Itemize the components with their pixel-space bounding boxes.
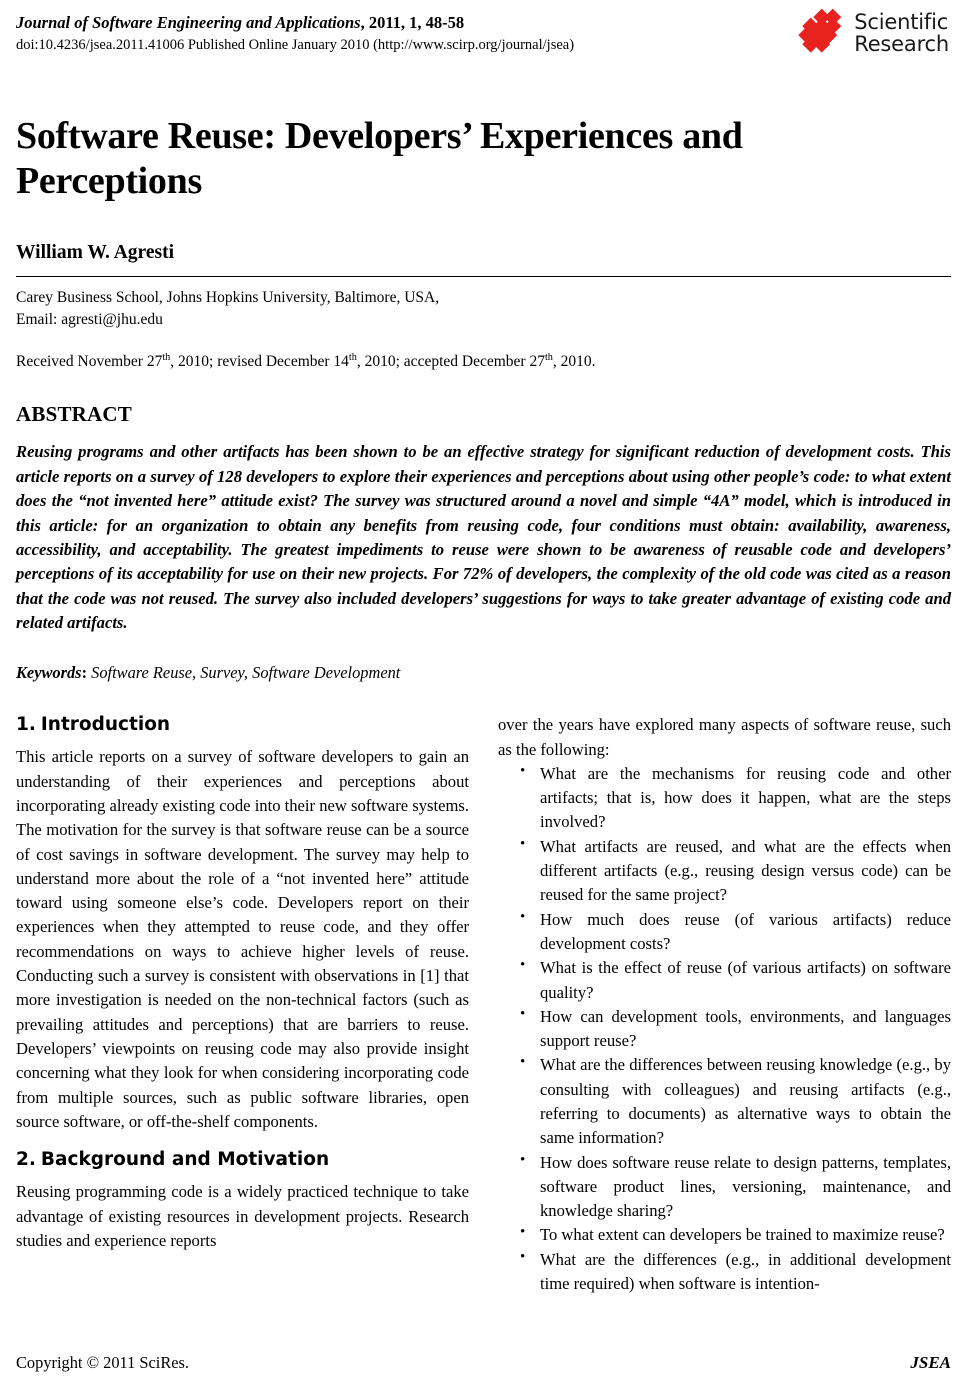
doi-line: doi:10.4236/jsea.2011.41006 Published Online January 2010 (http://www.scirp.org/journal/jsea) <box>16 36 575 53</box>
received-end: , 2010. <box>552 352 596 370</box>
section-1-number: 1. <box>16 714 36 736</box>
list-item: • What are the differences between reusing knowledge (e.g., by consulting with colleagues) and reusing artifacts (e.g., referring to documents) as alternative ways to obtain the same information? <box>498 1053 951 1150</box>
list-item: • How does software reuse relate to design patterns, templates, software product lines, versioning, maintenance, and knowledge sharing? <box>498 1151 951 1224</box>
scientific-research-diamonds-logo-icon <box>801 11 847 55</box>
received-ordinal-1: th <box>162 351 171 363</box>
journal-abbreviation: JSEA <box>910 1353 951 1372</box>
section-2-number: 2. <box>16 1149 36 1171</box>
author-name: William W. Agresti <box>16 241 175 263</box>
list-item: • What are the mechanisms for reusing code and other artifacts; that is, how does it happen, what are the steps involved? <box>498 762 951 835</box>
body-columns <box>16 713 951 1296</box>
keywords-separator: : <box>81 663 92 683</box>
received-prefix: Received November 27 <box>16 352 163 370</box>
right-column <box>498 713 951 1296</box>
section-heading-background <box>16 1148 469 1171</box>
left-column <box>16 713 469 1296</box>
background-paragraph: Reusing programming code is a widely practiced technique to take advantage of existing resources in development projects. Research studies and experience reports <box>16 1182 469 1250</box>
logo-line-1: Scientific <box>854 10 949 34</box>
section-2-title: Background and Motivation <box>40 1149 330 1171</box>
list-item: • To what extent can developers be trained to maximize reuse? <box>498 1223 951 1247</box>
list-item: • What artifacts are reused, and what are the effects when different artifacts (e.g., reusing design versus code) can be reused for the same project? <box>498 835 951 908</box>
copyright-notice: Copyright © 2011 SciRes. <box>16 1353 190 1372</box>
received-dates <box>16 351 951 373</box>
keywords-values: Software Reuse, Survey, Software Development <box>91 663 401 683</box>
publisher-name <box>854 11 949 56</box>
section-1-title: Introduction <box>40 714 171 736</box>
received-ordinal-3: th <box>544 351 553 363</box>
affiliation-block <box>16 287 951 331</box>
journal-citation-line <box>16 12 574 34</box>
list-item: • How much does reuse (of various artifacts) reduce development costs? <box>498 908 951 957</box>
paper-title: Software Reuse: Developers’ Experiences and Perceptions <box>16 115 743 202</box>
list-item: • What is the effect of reuse (of various artifacts) on software quality? <box>498 956 951 1005</box>
keywords-label: Keywords <box>16 663 82 683</box>
keywords-line <box>16 661 951 685</box>
list-item: • How can development tools, environments, and languages support reuse? <box>498 1005 951 1054</box>
publisher-logo <box>801 10 951 56</box>
section-heading-introduction <box>16 713 469 736</box>
affiliation: Carey Business School, Johns Hopkins University, Baltimore, USA, <box>16 288 440 306</box>
list-item: • What are the differences (e.g., in additional development time required) when software is intention- <box>498 1248 951 1297</box>
title-divider <box>16 276 951 277</box>
journal-name: Journal of Software Engineering and Applications <box>16 13 361 32</box>
masthead <box>16 10 951 72</box>
masthead-text <box>16 10 574 55</box>
received-mid-1: , 2010; revised December 14 <box>170 352 349 370</box>
abstract-text: Reusing programs and other artifacts has been shown to be an effective strategy for significant reduction of development costs. This article reports on a survey of 128 developers to explore their experiences and perceptions about using other people’s code: to what extent does the “not invented here” attitude exist? The survey was structured around a novel and simple “4A” model, which is introduced in this article: for an organization to obtain any benefits from reusing code, four conditions must obtain: availability, awareness, accessibility, and acceptability. The greatest impediments to reuse were shown to be awareness of reusable code and developers’ perceptions of its acceptability for use on their new projects. For 72% of developers, the complexity of the old code was cited as a reason that the code was not reused. The survey also included developers’ suggestions for ways to take greater advantage of existing code and related artifacts. <box>16 442 951 633</box>
abstract-heading: ABSTRACT <box>16 402 132 427</box>
introduction-paragraph: This article reports on a survey of software developers to gain an understanding of their experiences and perceptions about incorporating already existing code into their new software systems. The motivation for the survey is that software reuse can be a source of cost savings in software development. The survey may help to understand more about the role of a “not invented here” attitude toward using someone else’s code. Developers report on their experiences when they attempted to reuse code, and they offer recommendations on ways to achieve higher levels of reuse. Conducting such a survey is consistent with observations in [1] that more investigation is needed on the non-technical factors (such as prevailing attitudes and perceptions) that are barriers to reuse. Developers’ viewpoints on reusing code may also provide insight concerning what they look for when considering incorporating code from multiple sources, such as public software libraries, open source software, or off-the-shelf components. <box>16 747 469 1131</box>
continuation-paragraph: over the years have explored many aspects of software reuse, such as the following: <box>498 715 951 759</box>
author-email: Email: agresti@jhu.edu <box>16 310 163 328</box>
received-mid-2: , 2010; accepted December 27 <box>356 352 545 370</box>
received-ordinal-2: th <box>348 351 357 363</box>
journal-issue-info: , 2011, 1, 48-58 <box>360 13 465 32</box>
page-footer <box>16 1353 951 1373</box>
logo-line-2: Research <box>854 32 949 57</box>
research-questions-list <box>498 762 951 1297</box>
